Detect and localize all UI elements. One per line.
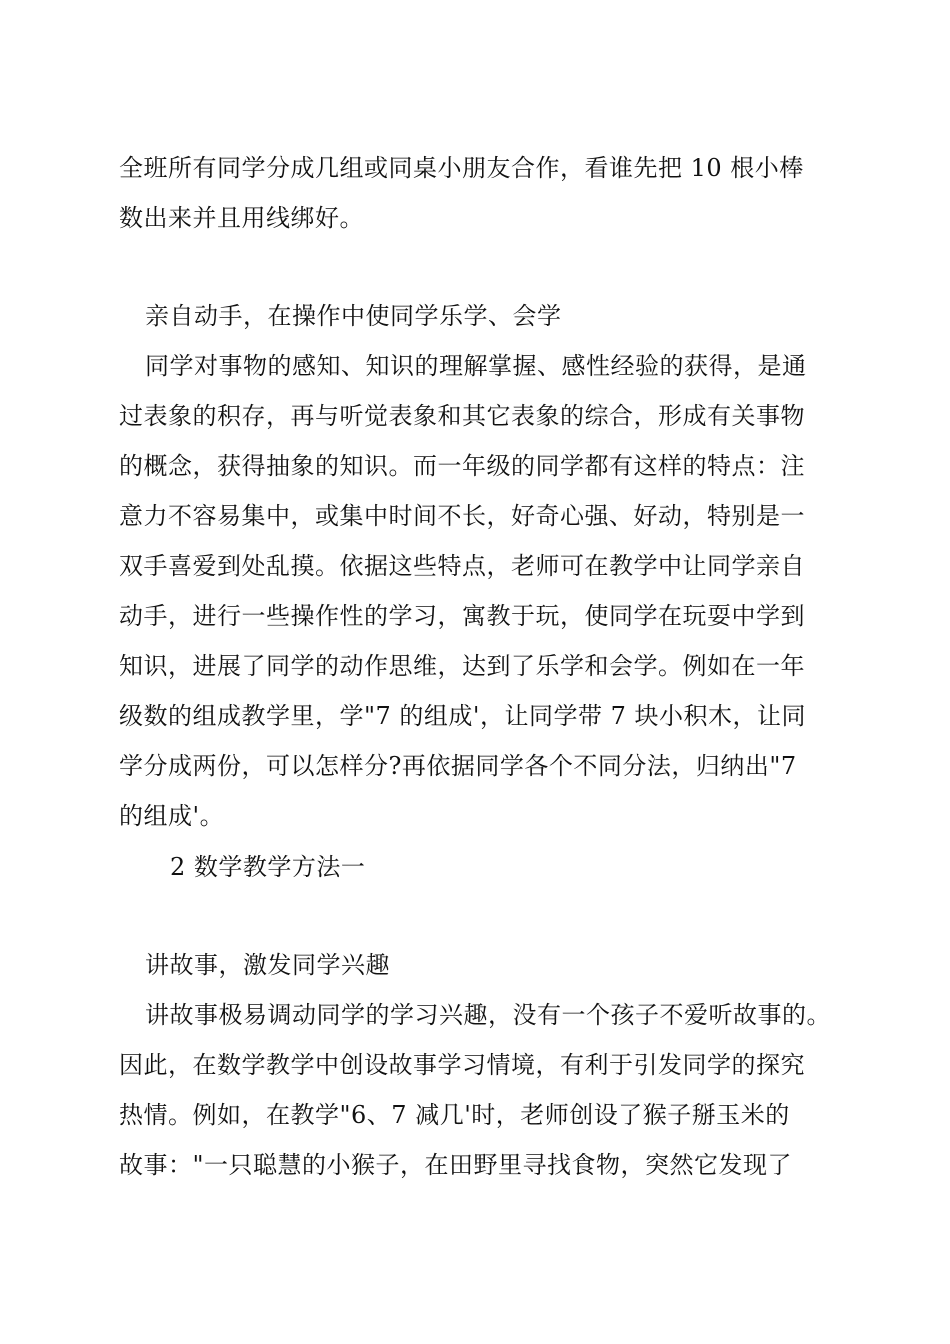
- paragraph-line: 双手喜爱到处乱摸。依据这些特点，老师可在教学中让同学亲自: [119, 552, 805, 580]
- paragraph-line: 动手，进行一些操作性的学习，寓教于玩，使同学在玩耍中学到: [119, 602, 805, 630]
- paragraph-line: 因此，在数学教学中创设故事学习情境，有利于引发同学的探究: [119, 1051, 805, 1079]
- section-heading: 2 数学教学方法一: [170, 853, 366, 881]
- paragraph-line: 讲故事极易调动同学的学习兴趣，没有一个孩子不爱听故事的。: [145, 1001, 831, 1029]
- paragraph-line: 级数的组成教学里，学"7 的组成'，让同学带 7 块小积木，让同: [119, 702, 807, 730]
- paragraph-line: 同学对事物的感知、知识的理解掌握、感性经验的获得，是通: [145, 352, 807, 380]
- paragraph-line: 的组成'。: [119, 802, 225, 830]
- paragraph-line: 意力不容易集中，或集中时间不长，好奇心强、好动，特别是一: [119, 502, 805, 530]
- section-heading: 亲自动手，在操作中使同学乐学、会学: [145, 302, 562, 330]
- paragraph-line: 全班所有同学分成几组或同桌小朋友合作，看谁先把 10 根小棒: [119, 154, 804, 182]
- paragraph-line: 过表象的积存，再与听觉表象和其它表象的综合，形成有关事物: [119, 402, 805, 430]
- paragraph-line: 学分成两份，可以怎样分?再依据同学各个不同分法，归纳出"7: [119, 752, 797, 780]
- section-heading: 讲故事，激发同学兴趣: [145, 951, 390, 979]
- paragraph-line: 故事："一只聪慧的小猴子，在田野里寻找食物，突然它发现了: [119, 1151, 793, 1179]
- paragraph-line: 知识，进展了同学的动作思维，达到了乐学和会学。例如在一年: [119, 652, 805, 680]
- paragraph-line: 热情。例如，在教学"6、7 减几'时，老师创设了猴子掰玉米的: [119, 1101, 790, 1129]
- paragraph-line: 的概念，获得抽象的知识。而一年级的同学都有这样的特点：注: [119, 452, 805, 480]
- paragraph-line: 数出来并且用线绑好。: [119, 204, 364, 232]
